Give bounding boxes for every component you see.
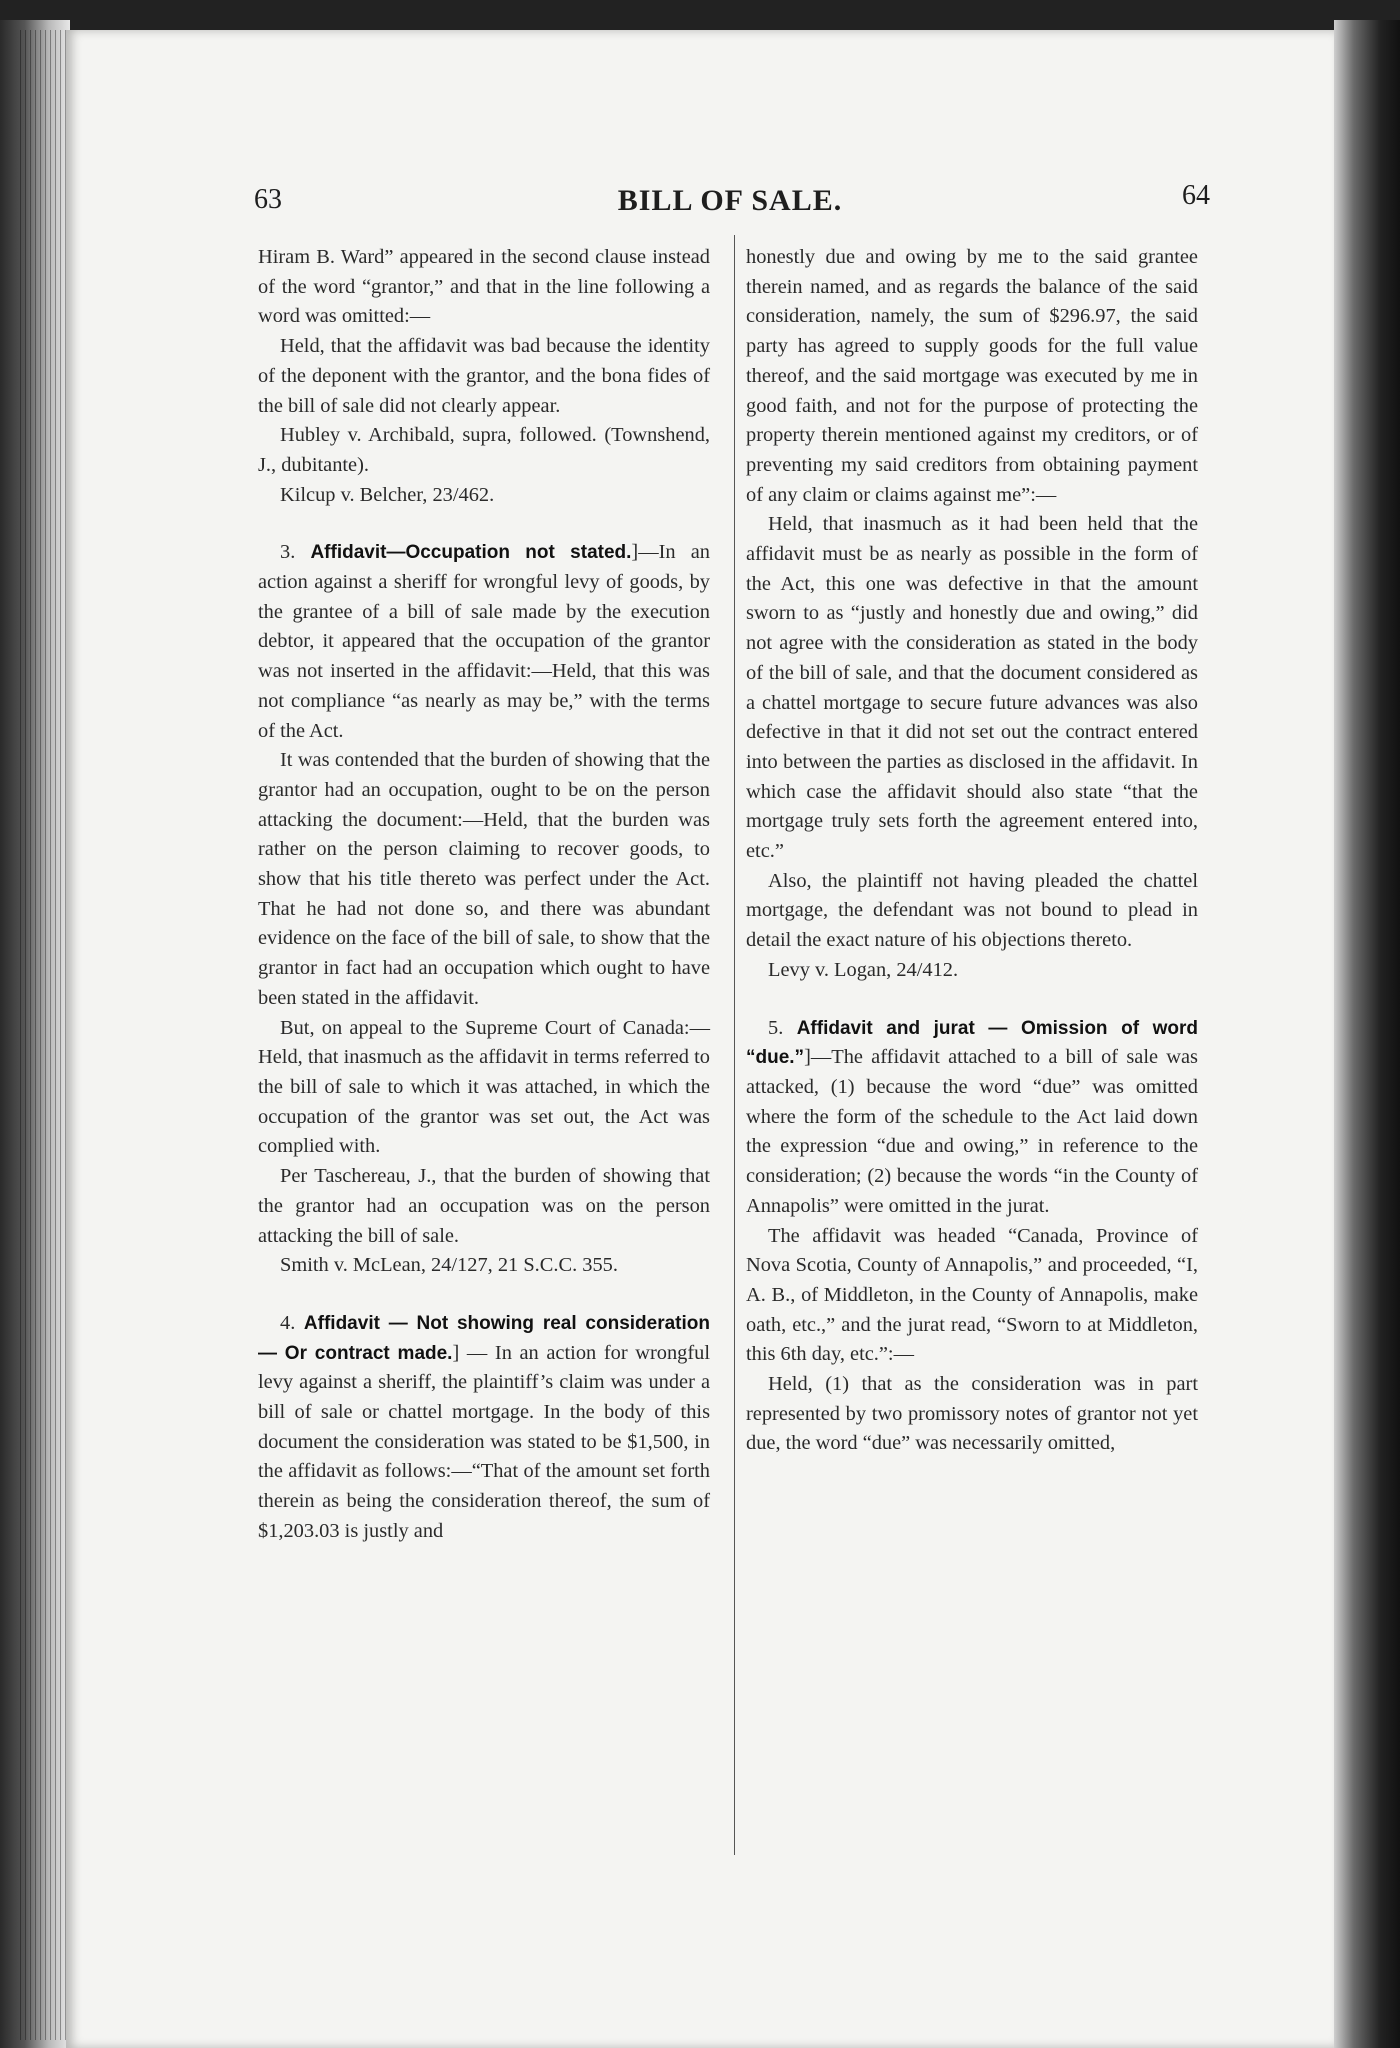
- paragraph: Held, that inasmuch as it had been held that the affidavit must be as nearly as possible in the form of the Act, this one was defective in that the amount sworn to as “justly and honestly due and owing,” did not agree with the consideration as stated in the body of the bill of sale, and that the document considered as a chattel mortgage to secure future advances was also defective in that it did not set out the contract entered into between the parties as disclosed in the affidavit. In which case the affidavit should also state “that the mortgage truly sets forth the agreement entered into, etc.”: [746, 513, 1198, 863]
- running-title: BILL OF SALE.: [617, 184, 843, 217]
- section-4: [258, 1309, 710, 1547]
- section-heading: Affidavit—Occupation not stated.: [310, 542, 632, 564]
- paragraph: Hiram B. Ward” appeared in the second clause instead of the word “grantor,” and that in the line following a word was omitted:—: [258, 246, 710, 328]
- paragraph: honestly due and owing by me to the said grantee therein named, and as regards the balance of the said consideration, namely, the sum of $296.97, the said party has agreed to supply goods for the full value thereof, and the said mortgage was executed by me in good faith, and not for the purpose of protecting the property therein mentioned against my creditors, or of preventing my said creditors from obtaining payment of any claim or claims against me”:—: [746, 246, 1198, 506]
- section-heading: Affidavit — Not showing real consideration — Or contract made.: [258, 1312, 710, 1364]
- paragraph: The affidavit was headed “Canada, Province of Nova Scotia, County of Annapolis,” and proceeded, “I, A. B., of Middleton, in the County of Annapolis, make oath, etc.,” and the jurat read, “Sworn to at Middleton, this 6th day, etc.”:—: [746, 1224, 1198, 1366]
- case-citation: Smith v. McLean, 24/127, 21 S.C.C. 355.: [280, 1254, 618, 1277]
- section-number: 4.: [280, 1311, 296, 1334]
- section-heading: Affidavit and jurat — Omission of word “due.”: [746, 1017, 1198, 1069]
- right-page-edge: [1334, 20, 1400, 2048]
- paragraph: But, on appeal to the Supreme Court of Canada:—Held, that inasmuch as the affidavit in terms referred to the bill of sale to which it was attached, in which the occupation of the grantor was set out, the Act was complied with.: [258, 1016, 710, 1158]
- section-number: 3.: [280, 541, 296, 564]
- section-body: ]—In an action against a sheriff for wrongful levy of goods, by the grantee of a bill of sale made by the execution debtor, it appeared that the occupation of the grantor was not inserted in the affidavit:—Held, that this was not compliance “as nearly as may be,” with the terms of the Act.: [258, 541, 710, 742]
- section-body: ]—The affidavit attached to a bill of sale was attacked, (1) because the word “due” was omitted where the form of the schedule to the Act laid down the expression “due and owing,” in reference to the consideration; (2) because the words “in the County of Annapolis” were omitted in the jurat.: [746, 1046, 1198, 1217]
- left-column: [258, 243, 710, 1547]
- paragraph: Also, the plaintiff not having pleaded the chattel mortgage, the defendant was not bound to plead in detail the exact nature of his objections thereto.: [746, 869, 1198, 952]
- page-number-left: 63: [254, 184, 282, 215]
- paragraph: Held, that the affidavit was bad because the identity of the deponent with the grantor, and the bona fides of the bill of sale did not clearly appear.: [258, 335, 710, 417]
- section-3: [258, 538, 710, 746]
- paragraph: Per Taschereau, J., that the burden of showing that the grantor had an occupation was on the person attacking the bill of sale.: [258, 1165, 710, 1247]
- paragraph: It was contended that the burden of showing that the grantor had an occupation, ought to be on the person attacking the document:—Held, that the burden was rather on the person claiming to recover goods, to show that his title thereto was perfect under the Act. That he had not done so, and there was abundant evidence on the face of the bill of sale, to show that the grantor in fact had an occupation which ought to have been stated in the affidavit.: [258, 749, 710, 1009]
- section-number: 5.: [768, 1016, 784, 1039]
- case-citation: Kilcup v. Belcher, 23/462.: [280, 483, 495, 506]
- case-citation: Levy v. Logan, 24/412.: [768, 958, 959, 981]
- section-5: [746, 1014, 1198, 1222]
- running-header: [250, 180, 1210, 220]
- right-column: [746, 243, 1198, 1459]
- page-edges: [20, 30, 70, 2040]
- paragraph: Hubley v. Archibald, supra, followed. (Townshend, J., dubitante).: [258, 424, 710, 476]
- paragraph: Held, (1) that as the consideration was in part represented by two promissory notes of grantor not yet due, the word “due” was necessarily omitted,: [746, 1373, 1198, 1455]
- page-number-right: 64: [1182, 180, 1210, 211]
- section-body: ] — In an action for wrongful levy against a sheriff, the plaintiff’s claim was under a bill of sale or chattel mortgage. In the body of this document the consideration was stated to be $1,500, in the affidavit as follows:—“That of the amount set forth therein as being the consideration thereof, the sum of $1,203.03 is justly and: [258, 1341, 710, 1542]
- column-divider: [734, 235, 735, 1855]
